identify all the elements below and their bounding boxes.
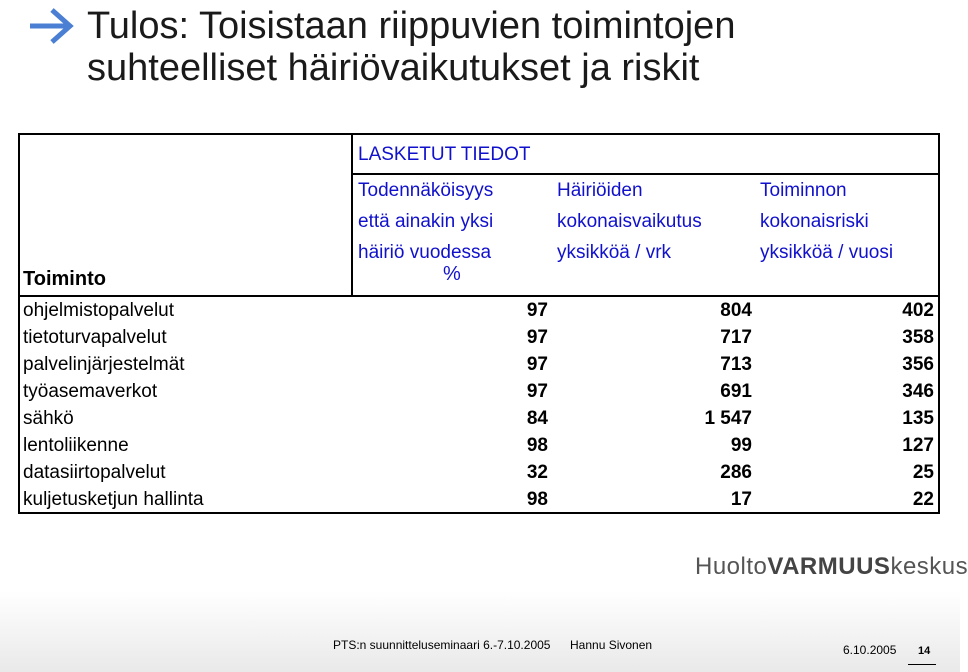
- row-name: työasemaverkot: [23, 381, 158, 402]
- row-name: kuljetusketjun hallinta: [23, 489, 204, 510]
- table-row: [20, 405, 938, 432]
- page-number: 14: [918, 645, 931, 657]
- table-row: [20, 432, 938, 459]
- impact-value: 99: [730, 435, 752, 456]
- impact-value: 286: [720, 462, 752, 483]
- column-header-probability: Todennäköisyys että ainakin yksi häiriö vuodessa: [358, 180, 494, 263]
- row-name: ohjelmistopalvelut: [23, 300, 175, 321]
- page-number-underline: [908, 664, 936, 665]
- risk-value: 22: [912, 489, 934, 510]
- section-label: LASKETUT TIEDOT: [358, 144, 531, 165]
- probability-value: 32: [526, 462, 548, 483]
- table-body: [20, 297, 938, 513]
- row-name: datasiirtopalvelut: [23, 462, 166, 483]
- slide-title: [87, 5, 735, 89]
- risk-value: 346: [902, 381, 934, 402]
- column-header-impact: Häiriöiden kokonaisvaikutus yksikköä / vrk: [557, 180, 702, 263]
- probability-value: 98: [526, 489, 548, 510]
- impact-value: 717: [720, 327, 752, 348]
- row-name: lentoliikenne: [23, 435, 129, 456]
- probability-value: 84: [526, 408, 548, 429]
- footer-author: Hannu Sivonen: [570, 638, 653, 652]
- impact-value: 17: [730, 489, 752, 510]
- risk-value: 25: [912, 462, 934, 483]
- table-row: [20, 378, 938, 405]
- risk-value: 127: [902, 435, 934, 456]
- probability-value: 97: [526, 327, 548, 348]
- results-table: [18, 133, 940, 514]
- row-name: sähkö: [23, 408, 74, 429]
- table-row: [20, 324, 938, 351]
- impact-value: 691: [720, 381, 752, 402]
- probability-value: 97: [526, 300, 548, 321]
- risk-value: 358: [902, 327, 934, 348]
- table-header: [20, 135, 938, 296]
- row-name: tietoturvapalvelut: [23, 327, 167, 348]
- probability-value: 97: [526, 381, 548, 402]
- risk-value: 356: [902, 354, 934, 375]
- title-line-2: suhteelliset häiriövaikutukset ja riskit: [87, 47, 700, 89]
- impact-value: 804: [720, 300, 752, 321]
- table-row: [20, 351, 938, 378]
- risk-value: 135: [902, 408, 934, 429]
- probability-value: 97: [526, 354, 548, 375]
- impact-value: 713: [720, 354, 752, 375]
- table-row: [20, 297, 938, 324]
- footer-date: 6.10.2005: [843, 643, 897, 657]
- table-row: [20, 486, 938, 513]
- title-line-1: Tulos: Toisistaan riippuvien toimintojen: [87, 5, 736, 47]
- logo-huoltovarmuuskeskus: HuoltoVARMUUSkeskus: [695, 553, 968, 580]
- impact-value: 1 547: [704, 408, 752, 429]
- row-header: Toiminto: [23, 268, 106, 290]
- footer-event: PTS:n suunnitteluseminaari 6.-7.10.2005: [333, 638, 551, 652]
- column-unit: %: [443, 263, 461, 285]
- column-header-risk: Toiminnon kokonaisriski yksikköä / vuosi: [760, 180, 894, 263]
- arrow-right-icon: [28, 6, 76, 46]
- risk-value: 402: [902, 300, 934, 321]
- table-row: [20, 459, 938, 486]
- probability-value: 98: [526, 435, 548, 456]
- footer-band: [0, 591, 960, 672]
- row-name: palvelinjärjestelmät: [23, 354, 185, 375]
